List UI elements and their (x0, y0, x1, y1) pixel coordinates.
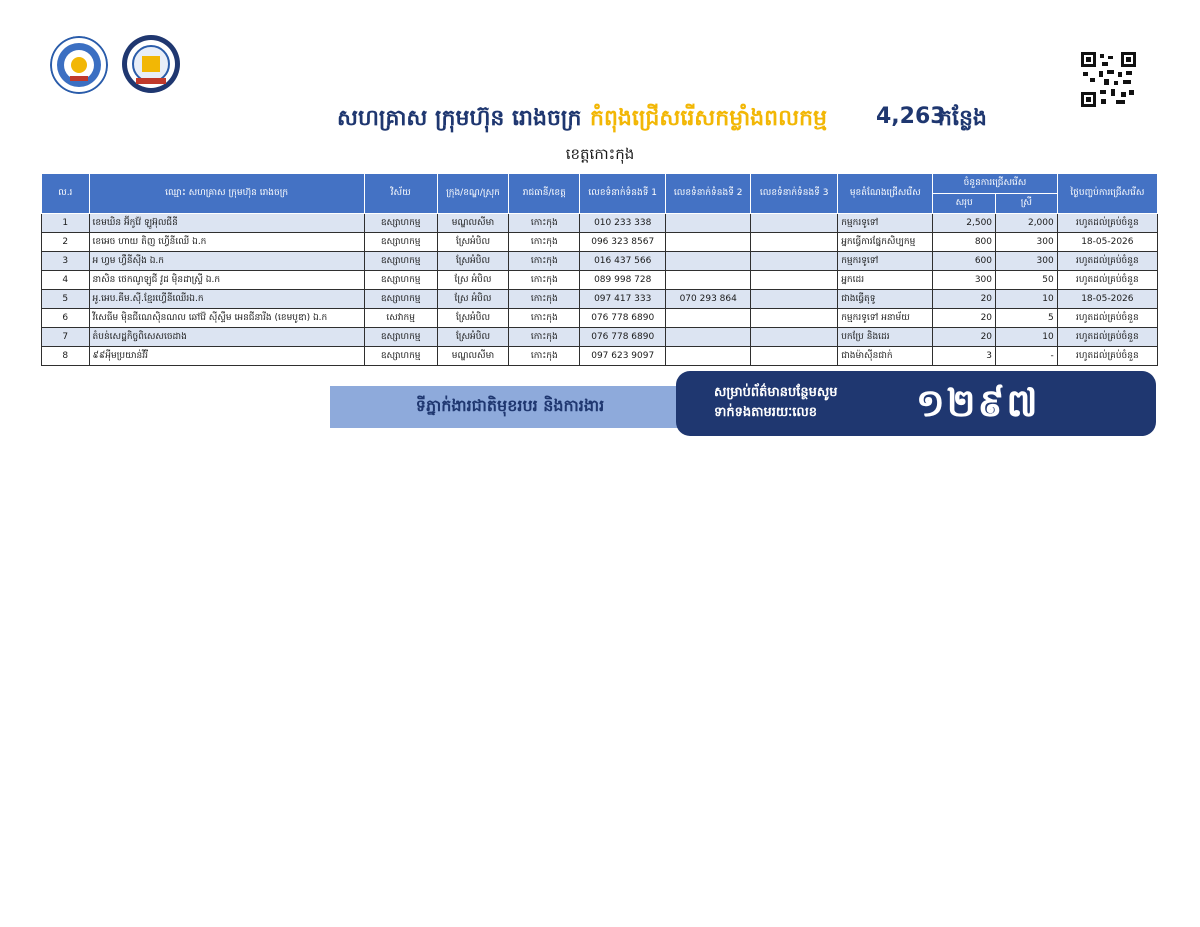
cell-female: 10 (996, 328, 1058, 347)
header-no: ល.រ (42, 174, 90, 214)
header-phone3: លេខទំនាក់ទំនងទី 3 (751, 174, 838, 214)
cell-sector: ឧស្សាហកម្ម (364, 347, 437, 366)
cell-province: កោះកុង (509, 233, 580, 252)
cell-phone3 (751, 309, 838, 328)
cell-phone1: 097 417 333 (580, 290, 666, 309)
hotline-caption (714, 383, 838, 423)
cell-district: ស្រែអំបិល (437, 309, 509, 328)
cell-total: 20 (933, 290, 996, 309)
cell-total: 3 (933, 347, 996, 366)
header-deadline: ថ្ងៃបញ្ចប់ការជ្រើសរើស (1057, 174, 1157, 214)
cell-position: បកប្រែ និងដេរ (838, 328, 933, 347)
cell-deadline: រហូតដល់គ្រប់ចំនួន (1057, 214, 1157, 233)
header-position: មុខតំណែងជ្រើសរើស (838, 174, 933, 214)
table-row (42, 214, 1158, 233)
cell-female: 10 (996, 290, 1058, 309)
header-province: រាជធានី/ខេត្ត (509, 174, 580, 214)
cell-no: 8 (42, 347, 90, 366)
cell-province: កោះកុង (509, 328, 580, 347)
cell-phone3 (751, 290, 838, 309)
cell-phone1: 016 437 566 (580, 252, 666, 271)
cell-phone1: 097 623 9097 (580, 347, 666, 366)
cell-position: ជាងធ្វើតុទូ (838, 290, 933, 309)
table-row (42, 347, 1158, 366)
header-phone2: លេខទំនាក់ទំនងទី 2 (666, 174, 751, 214)
cell-female: 5 (996, 309, 1058, 328)
cell-sector: ឧស្សាហកម្ម (364, 214, 437, 233)
cell-no: 5 (42, 290, 90, 309)
cell-phone3 (751, 252, 838, 271)
cell-no: 2 (42, 233, 90, 252)
cell-female: 300 (996, 233, 1058, 252)
headline-recruiting: កំពុងជ្រើសរើសកម្លាំងពលកម្ម (590, 106, 827, 131)
jobs-table (41, 173, 1158, 366)
cell-sector: ឧស្សាហកម្ម (364, 252, 437, 271)
cell-deadline: រហូតដល់គ្រប់ចំនួន (1057, 328, 1157, 347)
cell-company: នាសិន ថេកណូឡូជី វូដ ម៉ិនដាស្ទ្រី ឯ.ក (89, 271, 364, 290)
cell-no: 7 (42, 328, 90, 347)
cell-province: កោះកុង (509, 290, 580, 309)
cell-sector: ឧស្សាហកម្ម (364, 271, 437, 290)
cell-deadline: 18-05-2026 (1057, 290, 1157, 309)
cell-deadline: រហូតដល់គ្រប់ចំនួន (1057, 252, 1157, 271)
table-row (42, 271, 1158, 290)
cell-total: 20 (933, 328, 996, 347)
cell-total: 20 (933, 309, 996, 328)
cell-total: 800 (933, 233, 996, 252)
cell-phone3 (751, 214, 838, 233)
cell-position: កម្មករទូទៅ អនាម័យ (838, 309, 933, 328)
cell-province: កោះកុង (509, 214, 580, 233)
cell-district: ស្រែអំបិល (437, 328, 509, 347)
cell-district: មណ្ឌលសីមា (437, 214, 509, 233)
header-sector: វិស័យ (364, 174, 437, 214)
cell-province: កោះកុង (509, 309, 580, 328)
cell-sector: ឧស្សាហកម្ម (364, 328, 437, 347)
cell-phone2: 070 293 864 (666, 290, 751, 309)
province-title: ខេត្តកោះកុង (565, 145, 635, 163)
cell-province: កោះកុង (509, 252, 580, 271)
cell-deadline: រហូតដល់គ្រប់ចំនួន (1057, 347, 1157, 366)
cell-position: អ្នកដេរ (838, 271, 933, 290)
cell-phone2 (666, 309, 751, 328)
cell-phone3 (751, 233, 838, 252)
nea-logo-icon (121, 34, 181, 94)
header-district: ក្រុង/ខណ្ឌ/ស្រុក (437, 174, 509, 214)
cell-district: ស្រែ អំបិល (437, 290, 509, 309)
cell-phone1: 010 233 338 (580, 214, 666, 233)
cell-deadline: រហូតដល់គ្រប់ចំនួន (1057, 271, 1157, 290)
table-row (42, 290, 1158, 309)
cell-no: 1 (42, 214, 90, 233)
hotline-banner (676, 371, 1156, 436)
cell-district: ស្រែអំបិល (437, 233, 509, 252)
cell-position: អ្នកធ្វើការផ្នែកសិប្បកម្ម (838, 233, 933, 252)
hotline-line2: ទាក់ទងតាមរយៈលេខ (714, 405, 817, 420)
header-total: សរុប (933, 194, 996, 214)
cell-province: កោះកុង (509, 347, 580, 366)
hotline-number[interactable]: ១២៩៧ (916, 381, 1040, 425)
cell-no: 4 (42, 271, 90, 290)
cell-total: 300 (933, 271, 996, 290)
cell-province: កោះកុង (509, 271, 580, 290)
cell-phone2 (666, 347, 751, 366)
table-row (42, 233, 1158, 252)
cell-female: 300 (996, 252, 1058, 271)
agency-banner (330, 386, 690, 428)
cell-phone1: 096 323 8567 (580, 233, 666, 252)
ministry-seal-icon (50, 36, 108, 94)
cell-no: 6 (42, 309, 90, 328)
cell-sector: ឧស្សាហកម្ម (364, 290, 437, 309)
cell-company: ៩៩អុីមប្រយាន់វីរី (89, 347, 364, 366)
cell-district: ស្រែអំបិល (437, 252, 509, 271)
cell-company: ខេមឃិន អ៊ីកូវ៉ែ ឡូអ៊ុលជីនី (89, 214, 364, 233)
cell-company: អូ.អេប.គីម.ស៊ី.ខ្មែរហ្វើនីឈើរឯ.ក (89, 290, 364, 309)
headline-positions-unit: កន្លែង (938, 106, 987, 131)
header-count-group: ចំនួនការជ្រើសរើស (933, 174, 1057, 194)
headline-enterprises: សហគ្រាស ក្រុមហ៊ុន រោងចក្រ (337, 106, 582, 131)
cell-female: - (996, 347, 1058, 366)
cell-female: 50 (996, 271, 1058, 290)
agency-name: ទីភ្នាក់ងារជាតិមុខរបរ និងការងារ (415, 396, 605, 415)
cell-sector: សេវាកម្ម (364, 309, 437, 328)
cell-phone2 (666, 214, 751, 233)
hotline-line1: សម្រាប់ព័ត៌មានបន្ថែមសូម (714, 385, 838, 400)
cell-district: មណ្ឌលសីមា (437, 347, 509, 366)
cell-position: កម្មករទូទៅ (838, 252, 933, 271)
cell-phone3 (751, 347, 838, 366)
cell-company: អ ហ្វម ហ្វឺនីស៊ីង ឯ.ក (89, 252, 364, 271)
cell-phone1: 076 778 6890 (580, 309, 666, 328)
cell-phone2 (666, 328, 751, 347)
cell-sector: ឧស្សាហកម្ម (364, 233, 437, 252)
cell-phone3 (751, 271, 838, 290)
cell-deadline: 18-05-2026 (1057, 233, 1157, 252)
cell-phone2 (666, 271, 751, 290)
cell-no: 3 (42, 252, 90, 271)
cell-total: 600 (933, 252, 996, 271)
cell-phone3 (751, 328, 838, 347)
cell-female: 2,000 (996, 214, 1058, 233)
cell-phone2 (666, 252, 751, 271)
cell-phone2 (666, 233, 751, 252)
cell-phone1: 076 778 6890 (580, 328, 666, 347)
cell-district: ស្រែ អំបិល (437, 271, 509, 290)
header-phone1: លេខទំនាក់ទំនងទី 1 (580, 174, 666, 214)
headline (0, 100, 1200, 136)
header-female: ស្រី (996, 194, 1058, 214)
cell-deadline: រហូតដល់គ្រប់ចំនួន (1057, 309, 1157, 328)
cell-position: ជាងម៉ាស៊ីនជាក់ (838, 347, 933, 366)
headline-total-positions: 4,263 (876, 104, 946, 129)
table-row (42, 328, 1158, 347)
cell-company: តំបន់សេដ្ឋកិច្ចពិសេសចេដាង (89, 328, 364, 347)
qr-code-icon[interactable] (1081, 52, 1136, 107)
table-row (42, 309, 1158, 328)
table-row (42, 252, 1158, 271)
header-company: ឈ្មោះ សហគ្រាស ក្រុមហ៊ុន រោងចក្រ (89, 174, 364, 214)
cell-position: កម្មករទូទៅ (838, 214, 933, 233)
cell-total: 2,500 (933, 214, 996, 233)
cell-phone1: 089 998 728 (580, 271, 666, 290)
cell-company: វីសេធីម ម៉ិនជីណេស៊ិនណល ឆៅវ៉ែ ស៊ីស្ទឹម អេនជីនារីង (ខេមបូឌា) ឯ.ក (89, 309, 364, 328)
cell-company: ខេអេច ហាយ តិញ ហ្វើនីឈើ ឯ.ក (89, 233, 364, 252)
